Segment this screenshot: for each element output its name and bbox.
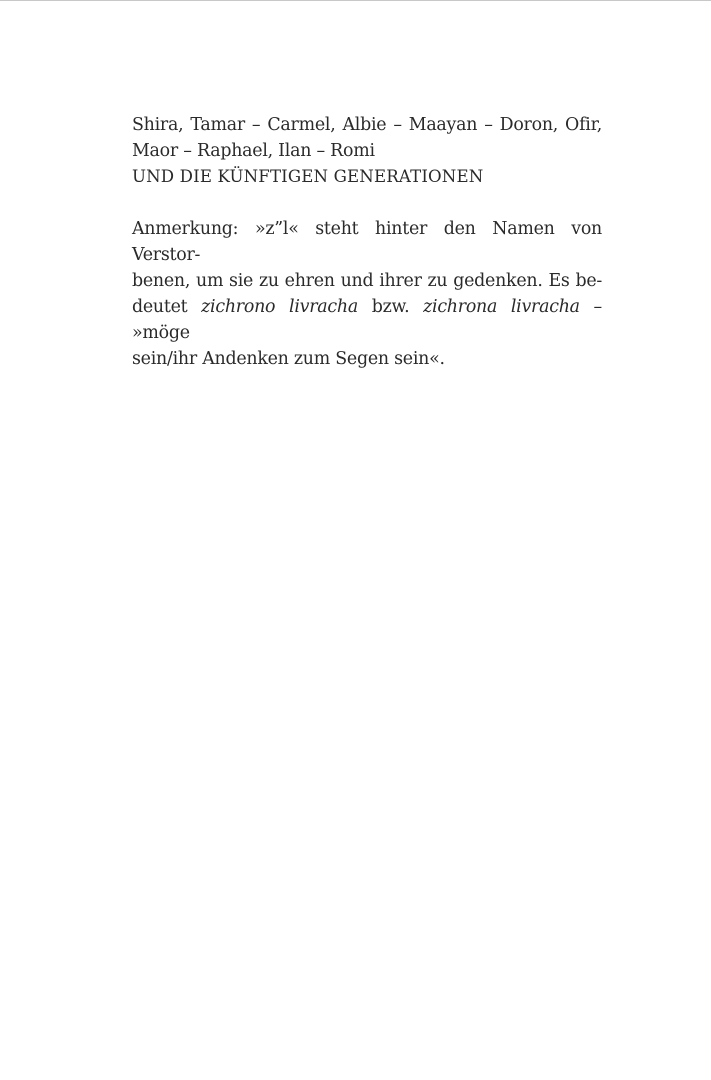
dedication-names-line-2: Maor – Raphael, Ilan – Romi <box>132 141 375 161</box>
dedication <box>132 112 602 190</box>
note-line-3-text-b: bzw. <box>357 297 424 317</box>
dedication-names-line-1: Shira, Tamar – Carmel, Albie – Maayan – Doron, Ofir, <box>132 115 602 135</box>
note-line-1: Anmerkung: »z”l« steht hinter den Namen von Verstor- <box>132 219 602 265</box>
dedication-future-generations: UND DIE KÜNFTIGEN GENERATIONEN <box>132 167 484 186</box>
note-line-3-text-a: deutet <box>132 297 202 317</box>
note-paragraph <box>132 216 602 372</box>
note-line-2: benen, um sie zu ehren und ihrer zu gedenken. Es be- <box>132 271 602 291</box>
note-line-4: sein/ihr Andenken zum Segen sein«. <box>132 349 445 369</box>
page-text-block <box>132 112 602 372</box>
note-term-zichrono: zichrono livracha <box>201 297 358 317</box>
note-line-3 <box>132 294 602 346</box>
page-top-border <box>0 0 711 1</box>
note-term-zichrona: zichrona livracha <box>423 297 580 317</box>
note-line-3-text-c: – »möge <box>132 297 602 343</box>
